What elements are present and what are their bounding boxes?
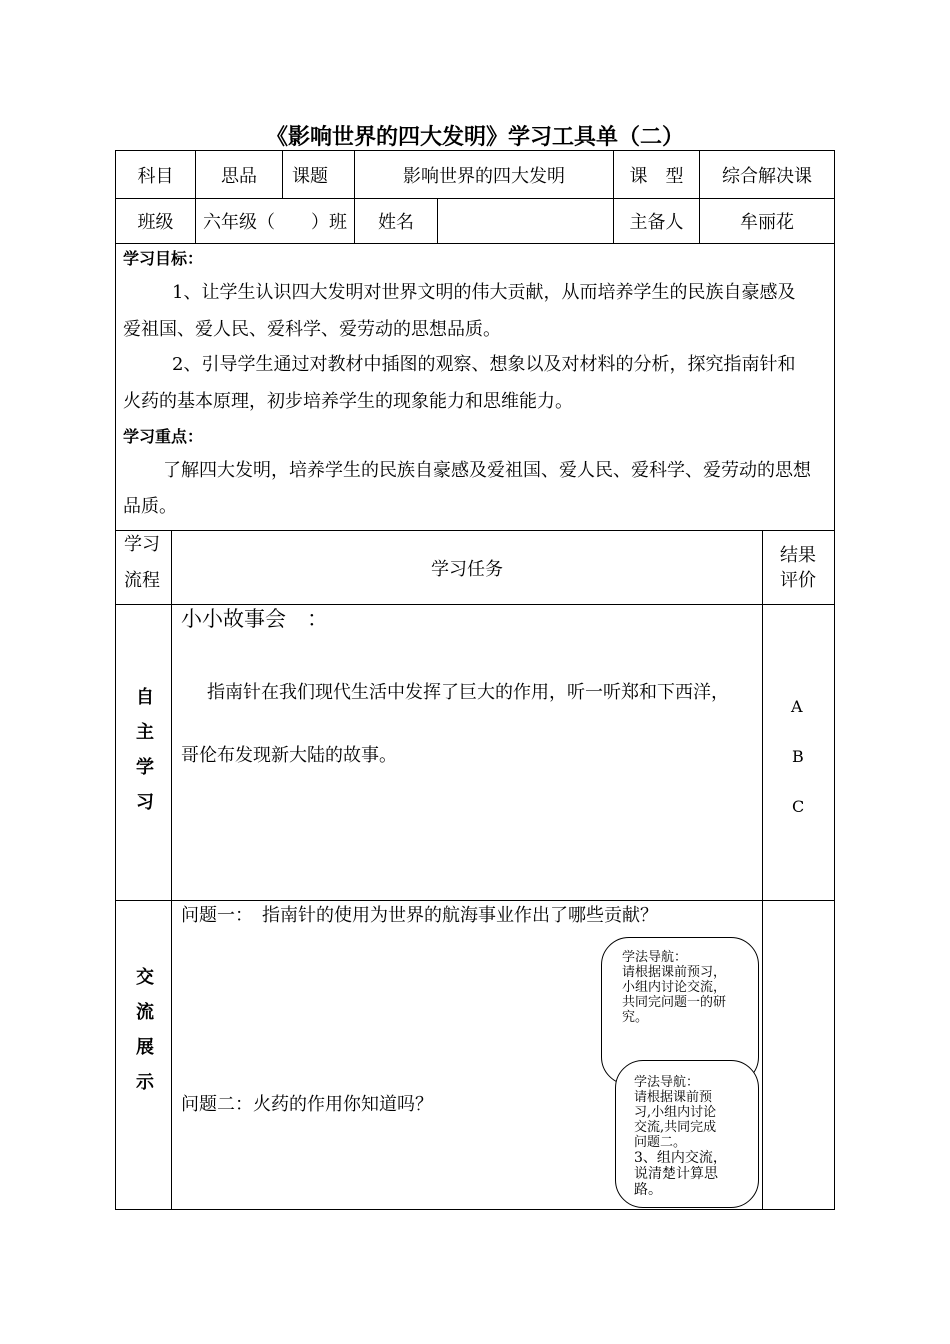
subject-label: 科目	[137, 165, 174, 187]
self-study-label	[119, 680, 171, 820]
result-header-line-2: 评价	[780, 570, 816, 591]
name-label: 姓名	[378, 212, 414, 233]
preparer-value: 牟丽花	[740, 212, 794, 233]
bubble-2-line: 说清楚计算思	[634, 1166, 718, 1182]
process-header-line-1: 学习	[124, 534, 160, 555]
bubble-2-line: 学法导航：	[634, 1075, 700, 1090]
goal-1-line-2: 爱祖国、爱人民、爱科学、爱劳动的思想品质。	[123, 319, 501, 340]
bubble-2-line: 交流,共同完成	[634, 1120, 717, 1135]
class-value: 六年级（ ）班	[203, 212, 347, 233]
self-study-char: 自	[136, 687, 154, 708]
self-study-char: 主	[136, 722, 154, 743]
focus-line-2: 品质。	[123, 496, 177, 517]
self-study-char: 学	[136, 757, 154, 778]
type-value: 综合解决课	[722, 165, 812, 187]
exchange-label	[119, 960, 171, 1100]
bubble-1-line: 请根据课前预习，	[622, 965, 727, 980]
bubble-1-line: 究。	[622, 1010, 649, 1025]
exchange-char: 流	[136, 1002, 154, 1023]
topic-label: 课题	[292, 165, 328, 187]
grid-line	[115, 150, 116, 1210]
bubble-2-line: 3、组内交流，	[634, 1150, 727, 1166]
goal-1-line-1: 1、让学生认识四大发明对世界文明的伟大贡献，从而培养学生的民族自豪感及	[172, 282, 796, 303]
story-heading: 小小故事会 ：	[181, 607, 328, 631]
self-study-char: 习	[136, 792, 154, 813]
bubble-1-line: 学法导航：	[622, 950, 688, 965]
result-header-line-1: 结果	[780, 545, 816, 566]
goals-heading: 学习目标：	[123, 249, 204, 268]
grid-line	[762, 530, 763, 1210]
grid-line	[115, 1209, 835, 1210]
name-value[interactable]	[438, 199, 613, 243]
bubble-2-line: 请根据课前预	[634, 1090, 713, 1105]
question-2: 问题二：火药的作用你知道吗？	[181, 1094, 433, 1115]
exchange-char: 展	[136, 1037, 154, 1058]
bubble-2-line: 习,小组内讨论	[634, 1105, 717, 1120]
class-label: 班级	[137, 212, 174, 233]
grade-b[interactable]: B	[792, 747, 804, 766]
task-header: 学习任务	[431, 558, 503, 580]
exchange-char: 示	[136, 1072, 154, 1093]
study-guide-bubble-2	[615, 1060, 759, 1208]
bubble-2-line: 问题二。	[634, 1135, 687, 1150]
process-header-line-2: 流程	[124, 570, 160, 591]
preparer-label: 主备人	[629, 212, 684, 233]
grade-c[interactable]: C	[792, 797, 805, 816]
focus-heading: 学习重点：	[123, 427, 204, 446]
grade-a[interactable]: A	[791, 697, 803, 716]
goal-2-line-1: 2、引导学生通过对教材中插图的观察、想象以及对材料的分析，探究指南针和	[172, 354, 796, 375]
bubble-1-line: 共同完问题一的研	[622, 995, 727, 1010]
grid-line	[834, 150, 835, 1210]
grid-line	[115, 900, 835, 901]
bubble-1-line: 小组内讨论交流，	[622, 980, 727, 995]
story-line-2: 哥伦布发现新大陆的故事。	[181, 745, 397, 766]
type-label: 课 型	[629, 165, 684, 187]
story-line-1: 指南针在我们现代生活中发挥了巨大的作用，听一听郑和下西洋，	[207, 682, 729, 703]
goal-2-line-2: 火药的基本原理，初步培养学生的现象能力和思维能力。	[123, 391, 573, 412]
subject-value: 思品	[221, 165, 257, 187]
document-title: 《影响世界的四大发明》学习工具单（二）	[265, 125, 684, 150]
grid-line	[115, 243, 835, 244]
bubble-2-line: 路。	[634, 1182, 662, 1198]
question-1: 问题一： 指南针的使用为世界的航海事业作出了哪些贡献？	[181, 905, 658, 926]
topic-value: 影响世界的四大发明	[403, 165, 565, 187]
grid-line	[171, 530, 172, 1210]
exchange-char: 交	[136, 967, 154, 988]
focus-line-1: 了解四大发明，培养学生的民族自豪感及爱祖国、爱人民、爱科学、爱劳动的思想	[163, 460, 811, 481]
